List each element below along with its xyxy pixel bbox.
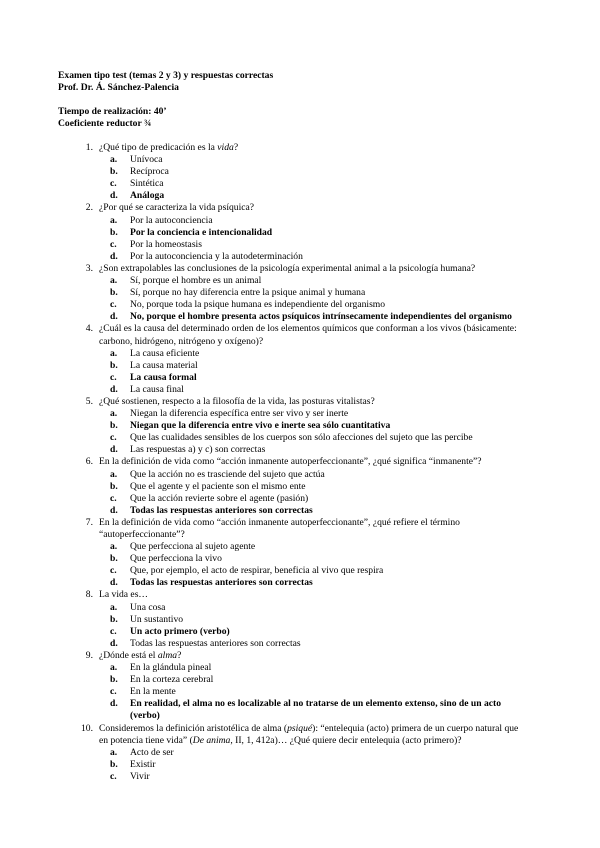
option-letter: c.	[110, 432, 117, 444]
question-number: 7.	[85, 516, 93, 528]
answer-option	[110, 348, 528, 360]
question-text: En la definición de vida como “acción inmanente autoperfeccionante”, ¿qué refiere el término “autoperfeccionante”?	[99, 516, 460, 540]
option-letter: b.	[110, 758, 118, 770]
answer-option	[110, 553, 528, 565]
option-text: Que perfecciona la vivo	[130, 553, 222, 565]
option-text: La causa final	[130, 383, 184, 395]
question-text: ¿Por qué se caracteriza la vida psíquica?	[99, 202, 255, 214]
option-text: Las respuestas a) y c) son correctas	[130, 444, 266, 456]
option-letter: d.	[110, 637, 118, 649]
question	[58, 202, 528, 214]
option-letter: d.	[110, 577, 118, 589]
option-text: La causa material	[130, 359, 198, 371]
question-text: ¿Qué tipo de predicación es la vida?	[99, 142, 239, 153]
answer-option	[110, 493, 528, 505]
option-letter: d.	[110, 504, 118, 516]
answer-option	[110, 638, 528, 650]
option-text: Que perfecciona al sujeto agente	[130, 541, 256, 553]
option-letter: a.	[110, 347, 118, 359]
option-letter: c.	[110, 299, 117, 311]
option-letter: a.	[110, 662, 118, 674]
option-letter: a.	[110, 214, 118, 226]
correct-option-text: La causa formal	[130, 371, 197, 383]
option-text: Todas las respuestas anteriores son correctas	[130, 637, 301, 649]
answer-option	[110, 505, 528, 517]
answer-option	[110, 251, 528, 263]
option-letter: c.	[110, 686, 117, 698]
option-letter: d.	[110, 698, 118, 710]
option-text: Sí, porque no hay diferencia entre la psique animal y humana	[130, 287, 366, 299]
option-letter: d.	[110, 311, 118, 323]
answer-option	[110, 190, 528, 202]
question-text: ¿Qué sostienen, respecto a la filosofía de la vida, las posturas vitalistas?	[99, 395, 375, 407]
answer-option	[110, 178, 528, 190]
option-letter: b.	[110, 420, 118, 432]
correct-option-text: Un acto primero (verbo)	[130, 625, 230, 637]
option-letter: a.	[110, 746, 118, 758]
option-letter: d.	[110, 383, 118, 395]
reduction-coefficient: Coeficiente reductor ¾	[58, 118, 152, 130]
option-letter: c.	[110, 178, 117, 190]
option-letter: a.	[110, 541, 118, 553]
correct-option-text: Todas las respuestas anteriores son correctas	[130, 504, 313, 516]
answer-option	[110, 408, 528, 420]
answer-option	[110, 360, 528, 372]
question	[58, 650, 528, 662]
correct-option-text: Análoga	[130, 190, 165, 202]
answer-option	[110, 686, 528, 698]
option-letter: c.	[110, 565, 117, 577]
answer-option	[110, 420, 528, 432]
answer-option	[110, 166, 528, 178]
option-letter: a.	[110, 275, 118, 287]
question-text: En la definición de vida como “acción inmanente autoperfeccionante”, ¿qué significa “inmanente”?	[99, 456, 482, 468]
option-letter: c.	[110, 625, 117, 637]
answer-option	[110, 311, 528, 323]
question	[58, 456, 528, 468]
option-letter: c.	[110, 238, 117, 250]
answer-option	[110, 384, 528, 396]
question-text: La vida es…	[99, 589, 149, 601]
option-text: Que las cualidades sensibles de los cuerpos son sólo afecciones del sujeto que las percibe	[130, 432, 473, 444]
option-letter: b.	[110, 674, 118, 686]
answer-option	[110, 275, 528, 287]
option-text: En la mente	[130, 686, 176, 698]
option-letter: c.	[110, 492, 117, 504]
professor-name: Prof. Dr. Á. Sánchez-Palencia	[58, 82, 179, 94]
option-text: Sí, porque el hombre es un animal	[130, 275, 262, 287]
question-number: 5.	[85, 395, 93, 407]
option-letter: b.	[110, 226, 118, 238]
option-text: No, porque toda la psique humana es independiente del organismo	[130, 299, 386, 311]
question	[58, 323, 528, 347]
option-letter: b.	[110, 287, 118, 299]
question	[58, 517, 528, 541]
option-text: En la corteza cerebral	[130, 674, 214, 686]
question	[58, 589, 528, 601]
question-number: 3.	[85, 262, 93, 274]
question	[58, 142, 528, 154]
answer-option	[110, 698, 528, 722]
question-text: Consideremos la definición aristotélica de alma (psiqué): “entelequia (acto) primera de un cuerpo natural que en potencia tiene vida” (De anima, II, 1, 412a)… ¿Qué quiere decir entelequia (acto primero)?	[99, 722, 519, 746]
question-number: 1.	[85, 142, 93, 153]
option-letter: d.	[110, 190, 118, 202]
option-letter: c.	[110, 371, 117, 383]
answer-option	[110, 541, 528, 553]
question-number: 9.	[85, 649, 93, 661]
answer-option	[110, 481, 528, 493]
answer-option	[110, 759, 528, 771]
answer-option	[110, 577, 528, 589]
answer-option	[110, 747, 528, 759]
question-number: 4.	[85, 323, 93, 335]
answer-option	[110, 771, 528, 783]
option-text: Sintética	[130, 178, 164, 190]
option-letter: a.	[110, 408, 118, 420]
option-letter: b.	[110, 359, 118, 371]
exam-title: Examen tipo test (temas 2 y 3) y respuestas correctas	[58, 70, 274, 81]
option-letter: a.	[110, 468, 118, 480]
answer-option	[110, 239, 528, 251]
correct-option-text: Por la conciencia e intencionalidad	[130, 226, 273, 238]
question-text: ¿Son extrapolables las conclusiones de la psicología experimental animal a la psicología humana?	[99, 262, 476, 274]
option-text: Por la autoconciencia y la autodeterminación	[130, 250, 303, 262]
answer-option	[110, 565, 528, 577]
option-letter: b.	[110, 480, 118, 492]
correct-option-text: No, porque el hombre presenta actos psíquicos intrínsecamente independientes del organismo	[130, 311, 512, 323]
option-text: Una cosa	[130, 601, 166, 613]
answer-option	[110, 444, 528, 456]
question-number: 8.	[85, 589, 93, 601]
option-letter: a.	[110, 154, 118, 166]
answer-option	[110, 602, 528, 614]
option-letter: b.	[110, 553, 118, 565]
option-text: En la glándula pineal	[130, 662, 212, 674]
question-text: ¿Dónde está el alma?	[99, 649, 182, 661]
option-text: Por la homeostasis	[130, 238, 202, 250]
option-text: Vivir	[130, 770, 150, 782]
question-text: ¿Cuál es la causa del determinado orden de los elementos químicos que conforman a los vivos (básicamente: carbono, hidrógeno, nitrógeno y oxígeno)?	[99, 323, 517, 347]
option-text: Existir	[130, 758, 156, 770]
option-text: Unívoca	[130, 154, 163, 166]
answer-option	[110, 662, 528, 674]
option-text: Un sustantivo	[130, 613, 184, 625]
answer-option	[110, 614, 528, 626]
answer-option	[110, 372, 528, 384]
option-letter: d.	[110, 250, 118, 262]
exam-duration: Tiempo de realización: 40’	[58, 106, 167, 118]
option-letter: d.	[110, 444, 118, 456]
exam-header	[58, 70, 538, 130]
option-text: Acto de ser	[130, 746, 174, 758]
option-text: Que la acción no es trasciende del sujeto que actúa	[130, 468, 325, 480]
correct-option-text: Todas las respuestas anteriores son correctas	[130, 577, 313, 589]
option-text: Niegan la diferencia específica entre ser vivo y ser inerte	[130, 408, 349, 420]
option-letter: a.	[110, 601, 118, 613]
correct-option-text: En realidad, el alma no es localizable al no tratarse de un elemento extenso, sino de un acto (verbo)	[130, 698, 502, 722]
option-letter: c.	[110, 770, 117, 782]
option-text: Recíproca	[130, 166, 169, 178]
answer-option	[110, 227, 528, 239]
question-number: 6.	[85, 456, 93, 468]
option-text: La causa eficiente	[130, 347, 200, 359]
question	[58, 263, 528, 275]
answer-option	[110, 432, 528, 444]
question	[58, 723, 528, 747]
option-text: Que la acción revierte sobre el agente (pasión)	[130, 492, 309, 504]
correct-option-text: Niegan que la diferencia entre vivo e inerte sea sólo cuantitativa	[130, 420, 391, 432]
question-list	[58, 142, 528, 783]
answer-option	[110, 154, 528, 166]
option-text: Que, por ejemplo, el acto de respirar, beneficia al vivo que respira	[130, 565, 384, 577]
answer-option	[110, 674, 528, 686]
answer-option	[110, 469, 528, 481]
answer-option	[110, 215, 528, 227]
option-letter: b.	[110, 613, 118, 625]
answer-option	[110, 287, 528, 299]
question-number: 2.	[85, 202, 93, 214]
option-text: Que el agente y el paciente son el mismo ente	[130, 480, 306, 492]
option-text: Por la autoconciencia	[130, 214, 213, 226]
question	[58, 396, 528, 408]
answer-option	[110, 626, 528, 638]
option-letter: b.	[110, 166, 118, 178]
answer-option	[110, 299, 528, 311]
question-number: 10.	[81, 722, 93, 734]
